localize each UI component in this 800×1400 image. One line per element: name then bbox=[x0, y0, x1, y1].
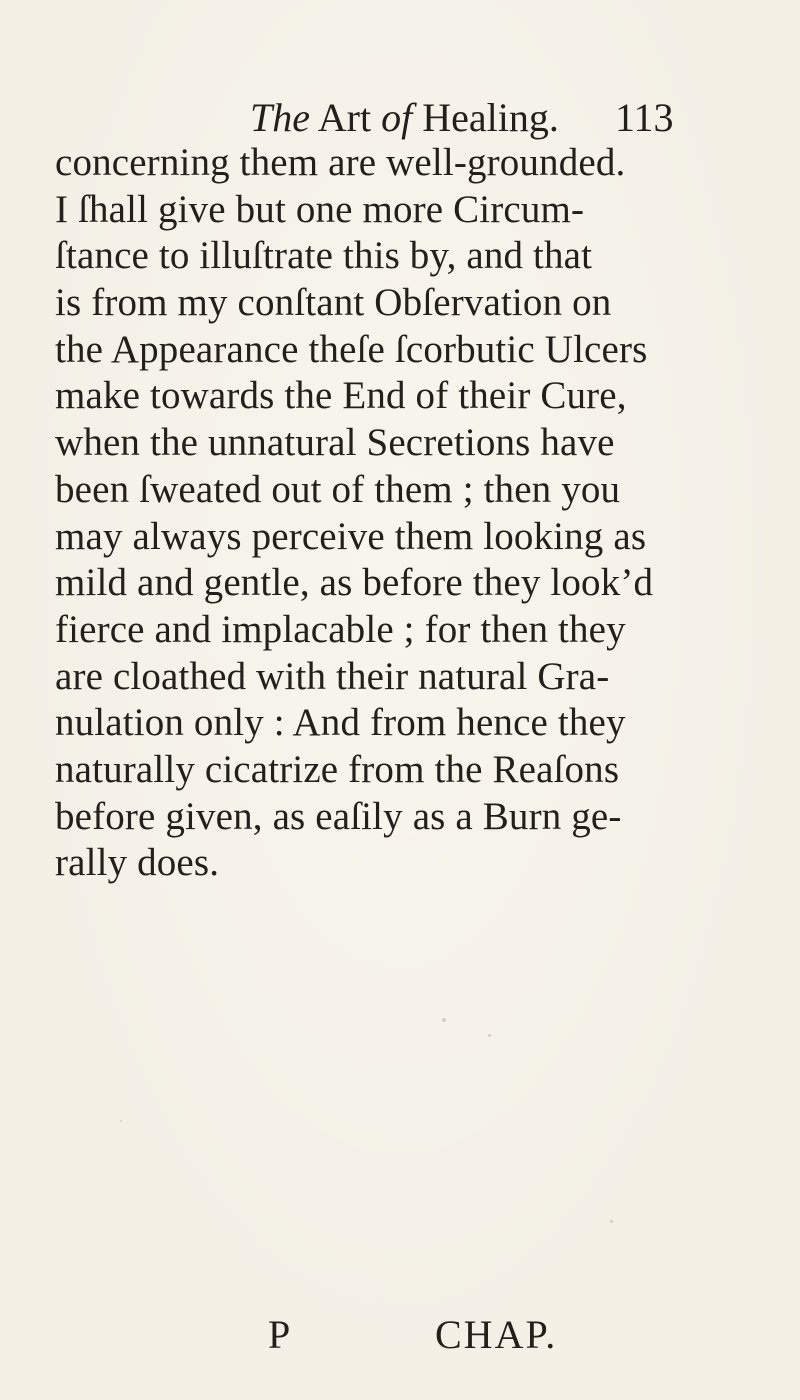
running-head-art: Art bbox=[310, 95, 382, 140]
page-footer bbox=[0, 1305, 800, 1365]
text-line: before given, as eaſily as a Burn ge- bbox=[55, 794, 622, 838]
running-head-healing: Healing. bbox=[412, 95, 559, 140]
text-line: may always perceive them looking as bbox=[55, 514, 647, 558]
text-line: are cloathed with their natural Gra- bbox=[55, 654, 610, 698]
running-head bbox=[250, 92, 680, 144]
text-line: fierce and implacable ; for then they bbox=[55, 607, 626, 651]
paper-speck bbox=[610, 1220, 613, 1223]
text-line: is from my conſtant Obſervation on bbox=[55, 281, 612, 325]
text-line: make towards the End of their Cure, bbox=[55, 374, 627, 418]
running-head-the: The bbox=[250, 95, 310, 140]
paper-speck bbox=[120, 1120, 122, 1122]
text-line: naturally cicatrize from the Reaſons bbox=[55, 747, 620, 791]
text-line: the Appearance theſe ſcorbutic Ulcers bbox=[55, 327, 648, 371]
text-line: been ſweated out of them ; then you bbox=[55, 467, 621, 511]
signature-mark: P bbox=[268, 1312, 291, 1357]
text-line: ſtance to illuſtrate this by, and that bbox=[55, 234, 593, 278]
text-line: rally does. bbox=[55, 841, 220, 885]
paper-speck bbox=[488, 1034, 491, 1037]
text-line: when the unnatural Secretions have bbox=[55, 421, 615, 465]
text-line: nulation only : And from hence they bbox=[55, 701, 626, 745]
running-head-of: of bbox=[381, 95, 413, 140]
text-line: mild and gentle, as before they look’d bbox=[55, 561, 654, 605]
text-line: concerning them are well-grounded. bbox=[55, 141, 626, 184]
body-text bbox=[55, 140, 745, 887]
catchword: CHAP. bbox=[435, 1312, 558, 1357]
paper-speck bbox=[442, 1018, 446, 1022]
page-number: 113 bbox=[615, 95, 674, 140]
text-line: I ſhall give but one more Circum- bbox=[55, 187, 585, 231]
